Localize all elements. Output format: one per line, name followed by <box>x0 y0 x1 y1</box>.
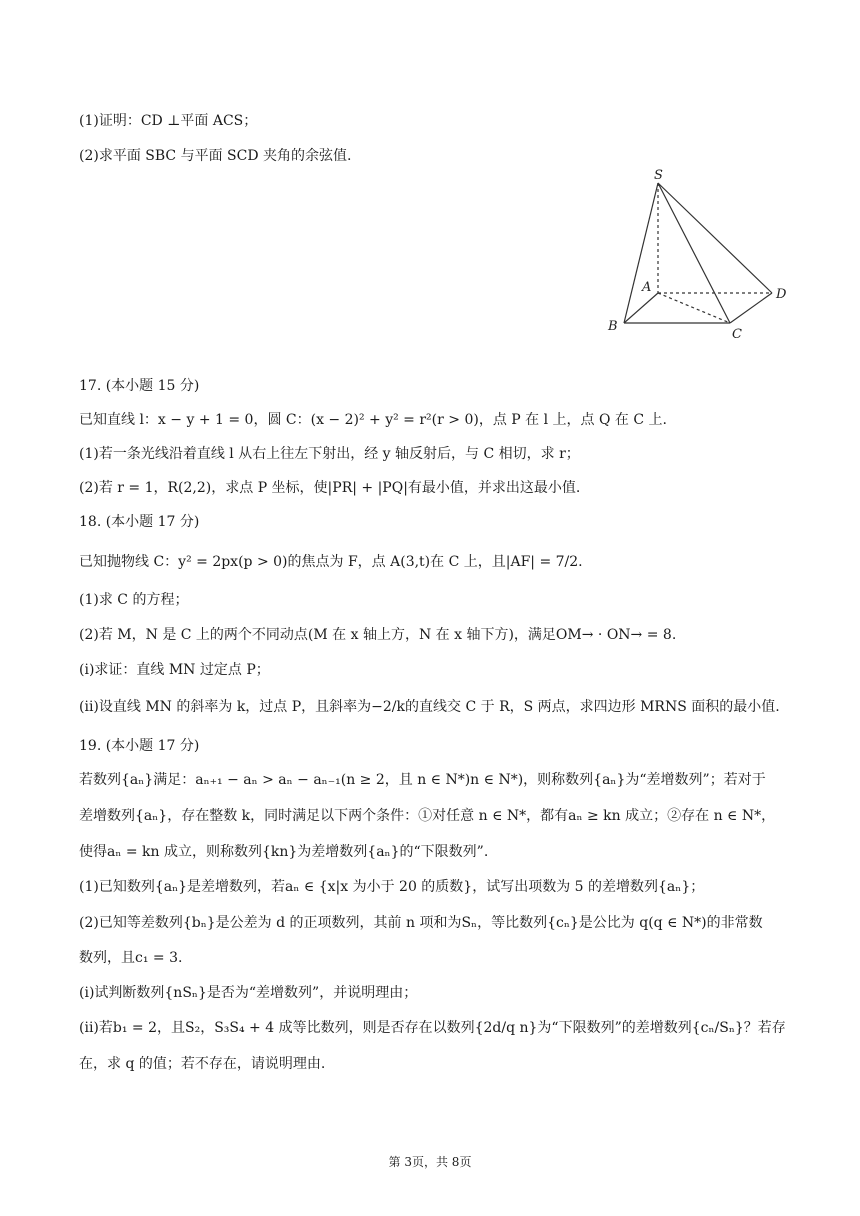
label-b: B <box>608 319 618 334</box>
edge-ac <box>658 293 730 323</box>
label-d: D <box>776 287 787 302</box>
q17-part2: (2)若 r = 1，R(2,2)，求点 P 坐标，使|PR| + |PQ|有最小值，并求出这最小值. <box>79 480 581 496</box>
q18-part2-i: (i)求证：直线 MN 过定点 P； <box>79 662 270 678</box>
q18-statement: 已知抛物线 C：y² = 2px(p > 0)的焦点为 F，点 A(3,t)在 C 上，且|AF| = 7/2. <box>79 554 583 570</box>
edge-sd <box>658 183 772 293</box>
q19-header: 19. (本小题 17 分) <box>79 738 200 754</box>
q19-statement-3: 使得aₙ = kn 成立，则称数列{kn}为差增数列{aₙ}的“下限数列”. <box>79 844 489 860</box>
q19-statement-2: 差增数列{aₙ}，存在整数 k，同时满足以下两个条件：①对任意 n ∈ N*，都有aₙ ≥ kn 成立；②存在 n ∈ N*， <box>79 808 776 824</box>
q19-part2: (2)已知等差数列{bₙ}是公差为 d 的正项数列，其前 n 项和为Sₙ，等比数列{cₙ}是公比为 q(q ∈ N*)的非常数 <box>79 915 763 931</box>
q16-part1: (1)证明：CD ⊥平面 ACS； <box>79 113 258 129</box>
q18-header: 18. (本小题 17 分) <box>79 514 200 530</box>
q18-part2-ii: (ii)设直线 MN 的斜率为 k，过点 P，且斜率为−2/k的直线交 C 于 R，S 两点，求四边形 MRNS 面积的最小值. <box>79 699 780 715</box>
edge-ba <box>624 293 658 323</box>
q19-statement-1: 若数列{aₙ}满足：aₙ₊₁ − aₙ > aₙ − aₙ₋₁(n ≥ 2，且 n ∈ N*)n ∈ N*)，则称数列{aₙ}为“差增数列”；若对于 <box>79 772 766 788</box>
edge-sb <box>624 183 658 323</box>
q17-part1: (1)若一条光线沿着直线 l 从右上往左下射出，经 y 轴反射后，与 C 相切，求 r； <box>79 446 580 462</box>
pyramid-figure <box>600 165 800 345</box>
q19-part2-i: (i)试判断数列{nSₙ}是否为“差增数列”，并说明理由； <box>79 985 418 1001</box>
label-s: S <box>654 168 663 183</box>
q18-part1: (1)求 C 的方程； <box>79 592 189 608</box>
label-a: A <box>642 280 652 295</box>
q17-header: 17. (本小题 15 分) <box>79 378 200 394</box>
q18-part2: (2)若 M，N 是 C 上的两个不同动点(M 在 x 轴上方，N 在 x 轴下方)，满足OM→ · ON→ = 8. <box>79 627 677 643</box>
q19-part2-ii: (ii)若b₁ = 2，且S₂，S₃S₄ + 4 成等比数列，则是否存在以数列{2d/q n}为“下限数列”的差增数列{cₙ/Sₙ}？若存 <box>79 1020 786 1036</box>
edge-sc <box>658 183 730 323</box>
edge-cd <box>730 293 772 323</box>
q17-statement: 已知直线 l：x − y + 1 = 0，圆 C：(x − 2)² + y² = r²(r > 0)，点 P 在 l 上，点 Q 在 C 上. <box>79 412 667 428</box>
q19-part2-cont: 数列，且c₁ = 3. <box>79 950 183 966</box>
q19-part1: (1)已知数列{aₙ}是差增数列，若aₙ ∈ {x|x 为小于 20 的质数}，试写出项数为 5 的差增数列{aₙ}； <box>79 879 705 895</box>
q19-part2-ii-cont: 在，求 q 的值；若不存在，请说明理由. <box>79 1056 326 1072</box>
page-footer: 第 3页，共 8页 <box>388 1155 472 1169</box>
q16-part2: (2)求平面 SBC 与平面 SCD 夹角的余弦值. <box>79 148 352 164</box>
label-c: C <box>732 327 742 342</box>
